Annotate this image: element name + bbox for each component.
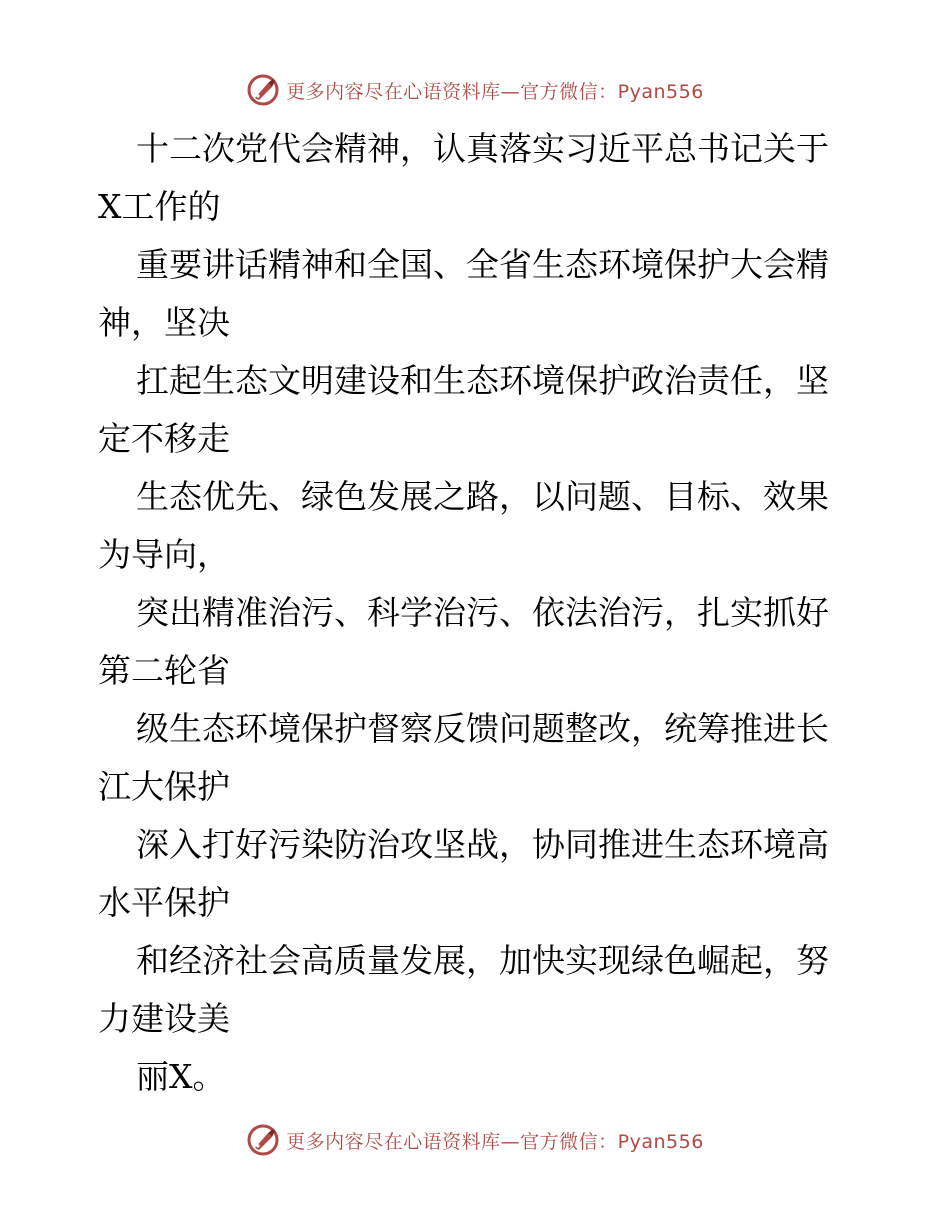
paragraph-line: 级生态环境保护督察反馈问题整改，统筹推进长 <box>136 709 829 748</box>
paragraph <box>98 120 858 236</box>
paragraph-line: 神，坚决 <box>98 303 230 342</box>
paragraph-line: 生态优先、绿色发展之路，以问题、目标、效果 <box>136 477 829 516</box>
paragraph-line: 和经济社会高质量发展，加快实现绿色崛起，努 <box>136 941 829 980</box>
paragraph <box>98 236 858 352</box>
paragraph-line: 扛起生态文明建设和生态环境保护政治责任，坚 <box>136 361 829 400</box>
footer-banner-text: 更多内容尽在心语资料库—官方微信：Pyan556 <box>286 1130 704 1153</box>
paragraph-line: 丽X。 <box>136 1057 226 1096</box>
paragraph-line: 十二次党代会精神，认真落实习近平总书记关于 <box>136 129 829 168</box>
paragraph-line: 为导向， <box>98 535 230 574</box>
paragraph-line: 深入打好污染防治攻坚战，协同推进生态环境高 <box>136 825 829 864</box>
document-body <box>98 120 858 1106</box>
paragraph-line: 力建设美 <box>98 999 230 1038</box>
header-banner-text: 更多内容尽在心语资料库—官方微信：Pyan556 <box>286 80 704 103</box>
paragraph <box>98 816 858 932</box>
paragraph <box>98 700 858 816</box>
paragraph-line: 定不移走 <box>98 419 230 458</box>
paragraph <box>98 932 858 1048</box>
paragraph-line: 第二轮省 <box>98 651 230 690</box>
paragraph <box>98 468 858 584</box>
paragraph-line: 江大保护 <box>98 767 230 806</box>
paragraph <box>98 584 858 700</box>
paragraph <box>98 352 858 468</box>
paragraph-line: X工作的 <box>98 187 221 226</box>
footer-banner <box>0 1120 950 1160</box>
paragraph-line: 重要讲话精神和全国、全省生态环境保护大会精 <box>136 245 829 284</box>
pen-nib-logo-icon <box>246 73 280 107</box>
pen-nib-logo-icon <box>246 1123 280 1157</box>
header-banner <box>0 70 950 110</box>
paragraph <box>98 1048 858 1106</box>
paragraph-line: 水平保护 <box>98 883 230 922</box>
paragraph-line: 突出精准治污、科学治污、依法治污，扎实抓好 <box>136 593 829 632</box>
